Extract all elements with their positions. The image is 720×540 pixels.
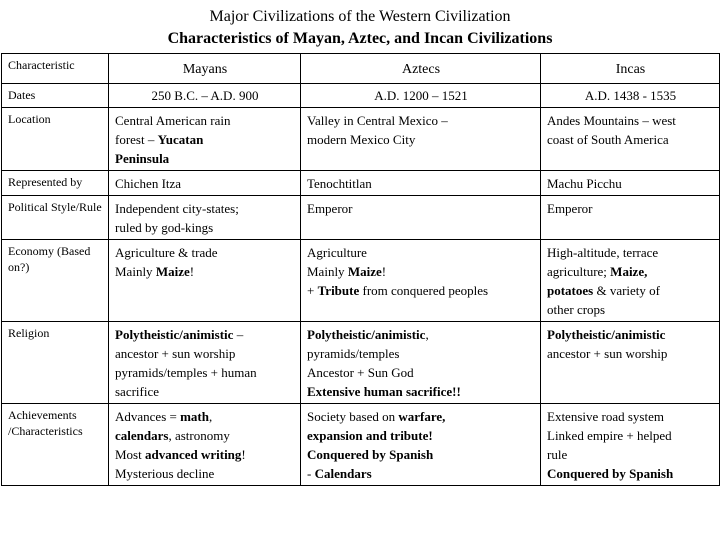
table-row <box>2 322 720 404</box>
header-characteristic: Characteristic <box>2 54 109 84</box>
cell-mayans: Independent city-states; ruled by god-kings <box>109 196 301 240</box>
row-label: Achievements /Characteristics <box>2 404 109 486</box>
table-row <box>2 108 720 171</box>
document-title: Major Civilizations of the Western Civilization <box>209 8 511 25</box>
row-label: Political Style/Rule <box>2 196 109 240</box>
cell-mayans: Advances = math, calendars, astronomy Most advanced writing! Mysterious decline <box>109 404 301 486</box>
cell-mayans: Chichen Itza <box>109 171 301 196</box>
row-label: Religion <box>2 322 109 404</box>
cell-incas: Andes Mountains – west coast of South America <box>541 108 720 171</box>
table-row <box>2 84 720 108</box>
cell-incas: Emperor <box>541 196 720 240</box>
cell-mayans: Polytheistic/animistic – ancestor + sun worship pyramids/temples + human sacrifice <box>109 322 301 404</box>
cell-aztecs: Valley in Central Mexico – modern Mexico City <box>301 108 541 171</box>
cell-incas: Polytheistic/animistic ancestor + sun worship <box>541 322 720 404</box>
table-row <box>2 196 720 240</box>
document-header <box>0 0 720 50</box>
cell-incas: Machu Picchu <box>541 171 720 196</box>
cell-incas: A.D. 1438 - 1535 <box>541 84 720 108</box>
cell-mayans: Agriculture & trade Mainly Maize! <box>109 240 301 322</box>
cell-incas: Extensive road system Linked empire + helped rule Conquered by Spanish <box>541 404 720 486</box>
table-row <box>2 171 720 196</box>
row-label: Dates <box>2 84 109 108</box>
document-subtitle: Characteristics of Mayan, Aztec, and Incan Civilizations <box>167 30 553 47</box>
cell-aztecs: Agriculture Mainly Maize! + Tribute from conquered peoples <box>301 240 541 322</box>
cell-mayans: Central American rain forest – Yucatan Peninsula <box>109 108 301 171</box>
header-aztecs: Aztecs <box>301 54 541 84</box>
header-incas: Incas <box>541 54 720 84</box>
civilizations-table <box>1 53 720 486</box>
cell-aztecs: Polytheistic/animistic, pyramids/temples Ancestor + Sun God Extensive human sacrifice!! <box>301 322 541 404</box>
row-label: Economy (Based on?) <box>2 240 109 322</box>
row-label: Represented by <box>2 171 109 196</box>
table-row <box>2 240 720 322</box>
cell-mayans: 250 B.C. – A.D. 900 <box>109 84 301 108</box>
cell-incas: High-altitude, terrace agriculture; Maize, potatoes & variety of other crops <box>541 240 720 322</box>
table-header-row <box>2 54 720 84</box>
cell-aztecs: A.D. 1200 – 1521 <box>301 84 541 108</box>
row-label: Location <box>2 108 109 171</box>
cell-aztecs: Society based on warfare, expansion and tribute! Conquered by Spanish - Calendars <box>301 404 541 486</box>
cell-aztecs: Tenochtitlan <box>301 171 541 196</box>
header-mayans: Mayans <box>109 54 301 84</box>
cell-aztecs: Emperor <box>301 196 541 240</box>
table-row <box>2 404 720 486</box>
